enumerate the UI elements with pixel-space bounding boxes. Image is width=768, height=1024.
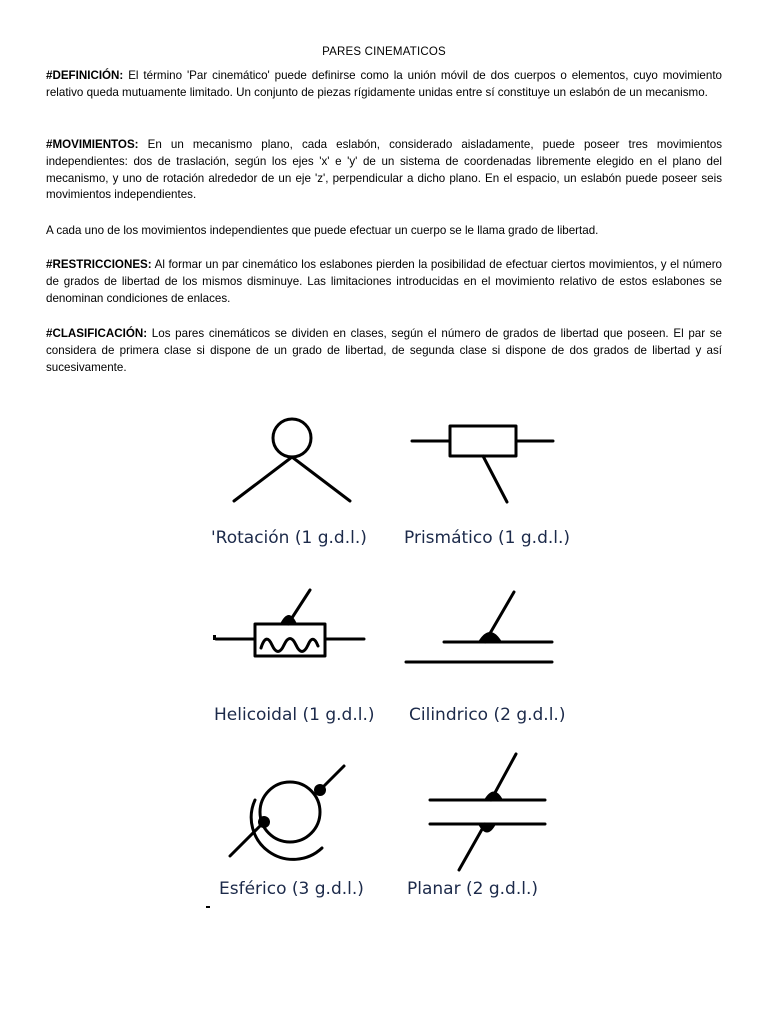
paragraph-clasificacion xyxy=(46,326,722,376)
prismatic-label: Prismático (1 g.d.l.) xyxy=(404,528,571,548)
paragraph-text: Los pares cinemáticos se dividen en clases, según el número de grados de libertad que poseen. El par se considera de primera clase si dispone de un grado de libertad, de segunda clase si dispone de dos grados de libertad y así sucesivamente. xyxy=(46,327,722,374)
paragraph-definicion xyxy=(46,68,722,102)
stray-mark xyxy=(213,635,216,640)
paragraph-movimientos xyxy=(46,137,722,204)
document-title: PARES CINEMATICOS xyxy=(322,46,446,58)
spherical-joint-marker-lower xyxy=(258,816,270,828)
helical-label: Helicoidal (1 g.d.l.) xyxy=(214,705,375,725)
paragraph-text: El término 'Par cinemático' puede definirse como la unión móvil de dos cuerpos o elementos, cuyo movimiento relativo queda mutuamente limitado. Un conjunto de piezas rígidamente unidas entre sí constituye un eslabón de un mecanismo. xyxy=(46,69,722,99)
paragraph-heading: #CLASIFICACIÓN: xyxy=(46,327,148,340)
planar-joint-marker-lower xyxy=(478,824,496,833)
rotation-label: 'Rotación (1 g.d.l.) xyxy=(211,528,367,548)
paragraph-heading: #MOVIMIENTOS: xyxy=(46,138,139,151)
cylindrical-label: Cilindrico (2 g.d.l.) xyxy=(409,705,566,725)
spherical-label: Esférico (3 g.d.l.) xyxy=(219,879,364,899)
planar-label: Planar (2 g.d.l.) xyxy=(407,879,538,899)
spherical-joint-symbol xyxy=(230,766,344,859)
cylindrical-joint-marker xyxy=(478,632,502,642)
stray-mark xyxy=(206,906,210,908)
prismatic-joint-symbol xyxy=(412,426,553,502)
helical-joint-symbol xyxy=(216,590,364,656)
paragraph-text: En un mecanismo plano, cada eslabón, considerado aisladamente, puede poseer tres movimientos independientes: dos de traslación, según los ejes 'x' e 'y' de un sistema de coordenadas libremente elegido en el plano del mecanismo, y uno de rotación alrededor de un eje 'z', perpendicular a dicho plano. En el espacio, un eslabón puede poseer seis movimientos independientes. xyxy=(46,138,722,202)
paragraph-text: Al formar un par cinemático los eslabones pierden la posibilidad de efectuar ciertos movimientos, y el número de grados de libertad de los mismos disminuye. Las limitaciones introducidas en el movimiento relativo de estos eslabones se denominan condiciones de enlaces. xyxy=(46,258,722,305)
paragraph-text: A cada uno de los movimientos independientes que puede efectuar un cuerpo se le llama grado de libertad. xyxy=(46,224,599,237)
helical-joint-marker xyxy=(280,615,297,624)
paragraph-heading: #DEFINICIÓN: xyxy=(46,69,124,82)
cylindrical-joint-symbol xyxy=(406,592,552,662)
planar-joint-symbol xyxy=(430,754,545,870)
planar-joint-marker-upper xyxy=(484,792,503,801)
spherical-joint-marker-upper xyxy=(314,784,326,796)
paragraph-heading: #RESTRICCIONES: xyxy=(46,258,152,271)
paragraph-grado-libertad xyxy=(46,223,722,240)
rotation-joint-symbol xyxy=(234,419,350,501)
paragraph-restricciones xyxy=(46,257,722,307)
